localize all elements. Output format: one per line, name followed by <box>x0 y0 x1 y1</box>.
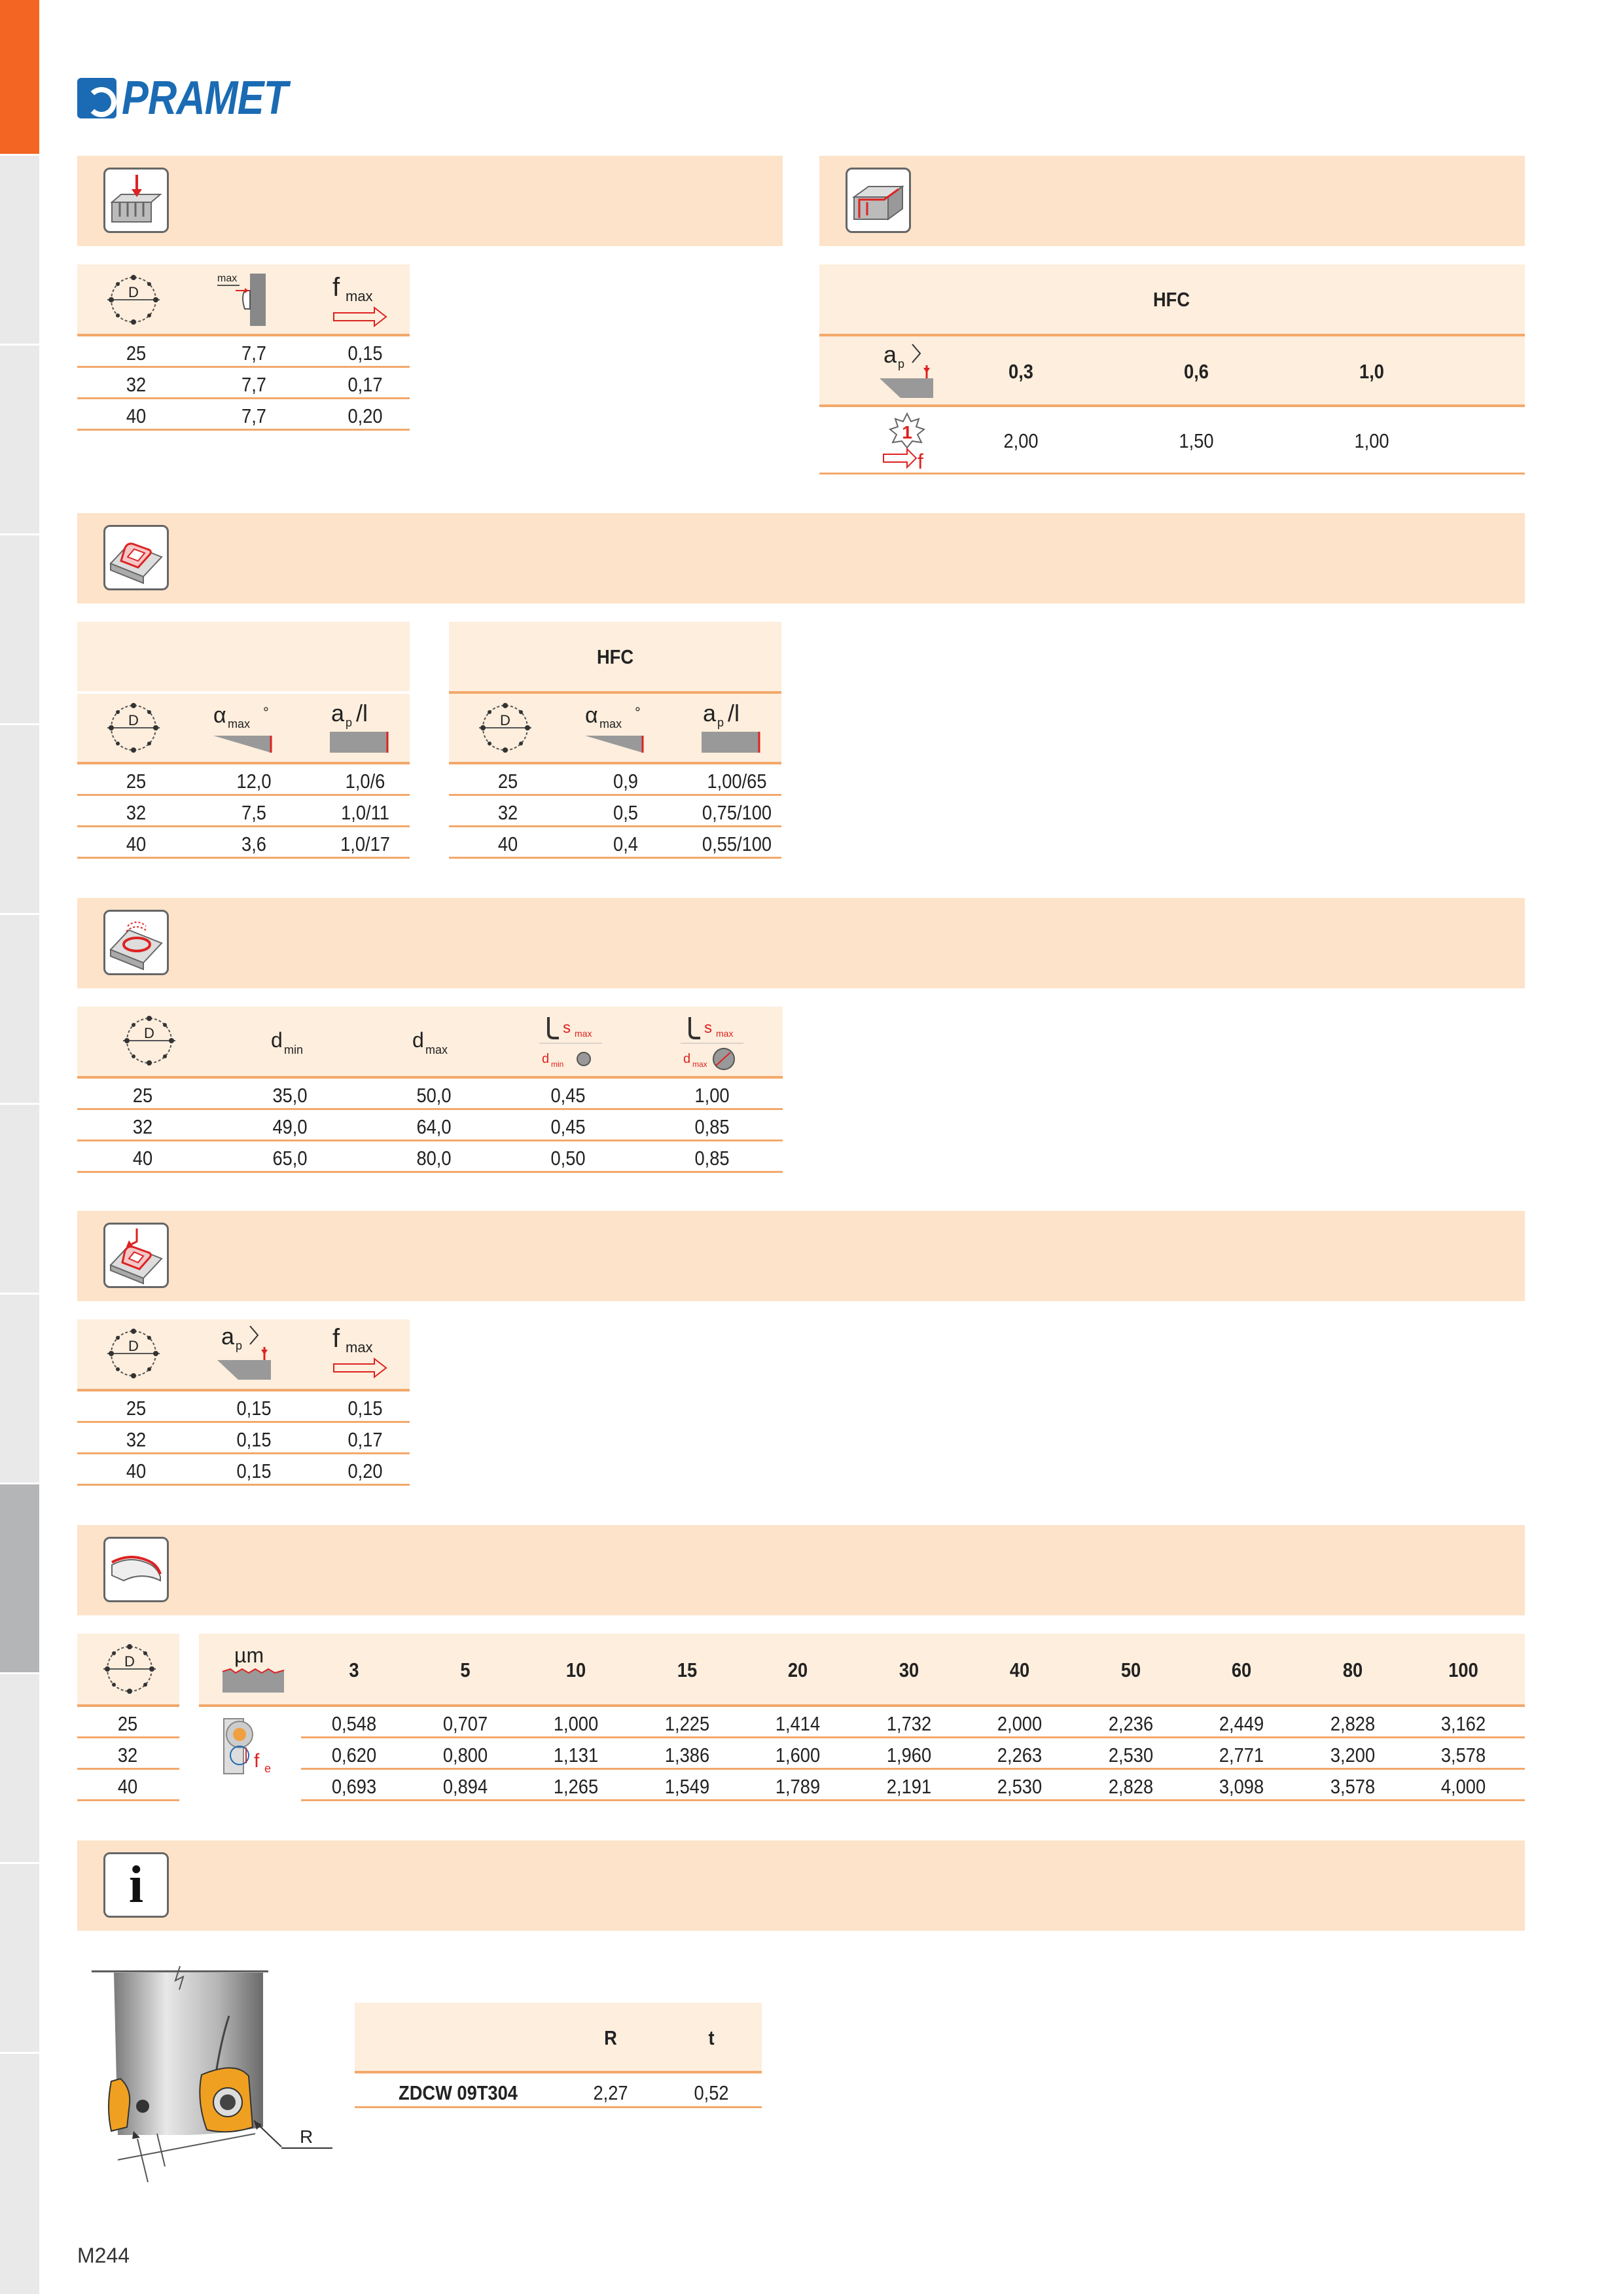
roughness-value: 1,131 <box>553 1744 599 1767</box>
ramping-row-cell: 0,17 <box>348 373 383 396</box>
helical-row-cell: 0,50 <box>550 1147 586 1170</box>
roughness-d-value: 25 <box>117 1712 138 1735</box>
sidebar-tab[interactable] <box>0 1295 39 1484</box>
svg-text:f: f <box>332 273 340 302</box>
brand-logo <box>77 72 317 124</box>
feed-per-tooth-icon <box>881 411 933 473</box>
smax-dmin-icon <box>539 1013 602 1072</box>
plunge-row-cell: 0,17 <box>348 1428 383 1451</box>
roughness-value: 0,800 <box>442 1744 488 1767</box>
depth-ap-icon <box>212 1321 275 1382</box>
hfc-ap-value: 1,0 <box>1359 360 1384 383</box>
helical-row-cell: 35,0 <box>272 1084 308 1107</box>
ramping-row-rule <box>77 366 410 368</box>
sidebar-tab[interactable] <box>0 1864 39 2054</box>
roughness-d-rule <box>77 1704 179 1707</box>
depth-length-icon <box>696 698 768 758</box>
sidebar-tab[interactable] <box>0 1674 39 1864</box>
roughness-column-header: 40 <box>1009 1659 1030 1681</box>
roughness-um-icon <box>221 1640 287 1699</box>
ramping-row-cell: 40 <box>126 404 147 427</box>
svg-text:p: p <box>236 1339 243 1352</box>
helical-row-rule <box>77 1108 783 1110</box>
ramp-left-row-cell: 32 <box>126 801 147 824</box>
ramp-left-row-cell: 3,6 <box>241 833 266 855</box>
roughness-value: 3,578 <box>1440 1744 1486 1767</box>
hfc-f-value: 1,50 <box>1179 429 1214 452</box>
roughness-column-header: 80 <box>1342 1659 1363 1681</box>
roughness-row-rule <box>301 1799 1525 1801</box>
ramping-row-cell: 7,7 <box>241 404 266 427</box>
roughness-value: 1,225 <box>664 1712 709 1735</box>
roughness-value: 2,191 <box>886 1775 931 1798</box>
sidebar-tabs <box>0 0 39 2296</box>
ramping-row-cell: 7,7 <box>241 373 266 396</box>
insert-r-value: 2,27 <box>593 2081 628 2104</box>
slot-plunge-icon <box>103 168 169 233</box>
plunge-row-rule <box>77 1421 410 1423</box>
max-depth-icon <box>216 271 268 327</box>
roughness-value: 0,620 <box>331 1744 377 1767</box>
diameter-d-icon <box>119 1011 179 1071</box>
helical-row-cell: 49,0 <box>272 1115 308 1138</box>
svg-text:max: max <box>228 717 251 730</box>
ramp-left-row-cell: 7,5 <box>241 801 266 824</box>
ramp-right-row-rule <box>449 825 781 827</box>
svg-text:d: d <box>683 1052 691 1066</box>
svg-text:max: max <box>425 1043 448 1056</box>
ramp-right-row-cell: 0,4 <box>613 833 638 855</box>
cutter-insert-diagram <box>92 1964 347 2186</box>
roughness-value: 2,828 <box>1108 1775 1153 1798</box>
dmax-label <box>410 1025 449 1064</box>
svg-text:d: d <box>271 1028 283 1052</box>
svg-text:/l: /l <box>728 700 740 726</box>
roughness-value: 2,530 <box>1108 1744 1153 1767</box>
ramp-left-row-cell: 40 <box>126 833 147 855</box>
dmin-label <box>268 1025 308 1064</box>
roughness-value: 1,000 <box>553 1712 599 1735</box>
ramp-left-header-rule <box>77 762 410 764</box>
roughness-value: 1,386 <box>664 1744 709 1767</box>
roughness-value: 2,263 <box>997 1744 1043 1767</box>
ramping-row-rule <box>77 429 410 431</box>
plunge-row-cell: 0,15 <box>236 1460 272 1482</box>
hfc-ap-value: 0,3 <box>1008 360 1033 383</box>
sidebar-tab[interactable] <box>0 346 39 535</box>
helical-row-cell: 0,85 <box>694 1115 730 1138</box>
feed-fe-icon <box>220 1715 285 1778</box>
helical-row-cell: 1,00 <box>694 1084 730 1107</box>
roughness-value: 3,098 <box>1219 1775 1264 1798</box>
roughness-value: 0,707 <box>442 1712 488 1735</box>
ramp-right-header-rule <box>449 762 781 764</box>
svg-text:a: a <box>221 1323 235 1350</box>
ramp-left-row-cell: 1,0/6 <box>345 770 385 793</box>
roughness-value: 0,548 <box>331 1712 377 1735</box>
logo-mark-icon <box>77 78 116 118</box>
roughness-column-header: 50 <box>1120 1659 1141 1681</box>
sidebar-tab[interactable] <box>0 725 39 915</box>
helical-row-cell: 0,45 <box>550 1084 586 1107</box>
svg-text:α: α <box>585 703 598 728</box>
plunge-row-cell: 0,15 <box>236 1428 272 1451</box>
ramp-left-row-cell: 12,0 <box>236 770 272 793</box>
svg-text:a: a <box>703 700 717 726</box>
ramp-left-row-cell: 1,0/17 <box>340 833 390 855</box>
sidebar-tab[interactable] <box>0 156 39 346</box>
roughness-column-header: 20 <box>787 1659 808 1681</box>
roughness-value: 2,828 <box>1330 1712 1375 1735</box>
helical-row-cell: 64,0 <box>416 1115 452 1138</box>
shoulder-milling-icon <box>846 168 911 233</box>
svg-text:°: ° <box>263 704 269 721</box>
ramp-left-row-cell: 1,0/11 <box>341 801 389 824</box>
roughness-column-header: 30 <box>899 1659 919 1681</box>
roughness-value: 4,000 <box>1440 1775 1486 1798</box>
svg-text:D: D <box>144 1025 154 1041</box>
ramp-right-row-cell: 0,75/100 <box>702 801 772 824</box>
svg-text:p: p <box>898 357 905 370</box>
plunge-header-rule <box>77 1389 410 1391</box>
insert-header-r: R <box>604 2026 617 2049</box>
ramp-right-row-cell: 40 <box>497 833 518 855</box>
svg-text:f: f <box>332 1324 340 1353</box>
helical-row-rule <box>77 1171 783 1173</box>
section-band-slotting <box>77 156 783 246</box>
sidebar-tab[interactable] <box>0 1105 39 1295</box>
roughness-value: 2,236 <box>1108 1712 1153 1735</box>
ramp-right-row-cell: 0,55/100 <box>702 833 772 855</box>
svg-text:max: max <box>346 288 373 304</box>
ramp-left-row-rule <box>77 825 410 827</box>
roughness-value: 2,000 <box>997 1712 1043 1735</box>
ramp-left-row-cell: 25 <box>126 770 147 793</box>
diameter-d-icon <box>103 1323 164 1384</box>
roughness-value: 3,200 <box>1330 1744 1375 1767</box>
roughness-column-header: 10 <box>565 1659 586 1681</box>
roughness-row-rule <box>301 1736 1525 1738</box>
roughness-value: 2,530 <box>997 1775 1043 1798</box>
diameter-d-icon <box>103 698 164 758</box>
roughness-value: 0,693 <box>331 1775 377 1798</box>
svg-text:D: D <box>500 712 510 728</box>
ramp-right-row-rule <box>449 857 781 859</box>
ramping-row-cell: 0,20 <box>348 404 383 427</box>
roughness-d-value: 40 <box>117 1775 138 1798</box>
roughness-value: 1,549 <box>664 1775 709 1798</box>
insert-row-rule <box>355 2106 762 2108</box>
ramp-right-row-rule <box>449 794 781 796</box>
svg-text:a: a <box>331 700 345 726</box>
roughness-value: 1,732 <box>886 1712 931 1735</box>
ramping-row-cell: 0,15 <box>348 342 383 365</box>
svg-text:D: D <box>128 712 139 728</box>
hfc-f-value: 1,00 <box>1354 429 1389 452</box>
svg-text:d: d <box>412 1028 424 1052</box>
roughness-column-header: 5 <box>459 1659 471 1681</box>
roughness-row-rule <box>301 1768 1525 1770</box>
feed-max-icon <box>331 270 390 329</box>
svg-text:s: s <box>704 1019 712 1037</box>
ramp-right-row-cell: 1,00/65 <box>707 770 767 793</box>
svg-text:a: a <box>883 341 897 368</box>
feed-max-icon <box>331 1321 390 1382</box>
svg-text:°: ° <box>635 704 641 721</box>
smax-dmax-icon <box>681 1013 743 1072</box>
info-icon <box>103 1852 169 1918</box>
plunge-row-cell: 25 <box>126 1397 147 1420</box>
helical-interpolation-icon <box>103 910 169 975</box>
sidebar-tab[interactable] <box>0 915 39 1105</box>
sidebar-tab[interactable] <box>0 535 39 725</box>
ramping-row-cell: 32 <box>126 373 147 396</box>
sidebar-tab-current[interactable] <box>0 1484 39 1674</box>
insert-code: ZDCW 09T304 <box>399 2081 518 2104</box>
alpha-max-icon <box>208 698 280 758</box>
ramp-left-row-rule <box>77 794 410 796</box>
diameter-d-icon <box>103 270 164 330</box>
svg-text:/l: /l <box>356 700 368 726</box>
helical-row-cell: 0,45 <box>550 1115 586 1138</box>
ramp-right-row-cell: 0,5 <box>613 801 638 824</box>
ramp-left-row-rule <box>77 857 410 859</box>
roughness-value: 1,960 <box>886 1744 931 1767</box>
plunge-row-cell: 40 <box>126 1460 147 1482</box>
svg-text:d: d <box>542 1052 550 1066</box>
depth-length-icon <box>325 698 397 758</box>
helical-row-rule <box>77 1139 783 1141</box>
ramp-right-row-cell: 25 <box>497 770 518 793</box>
roughness-value: 1,600 <box>775 1744 821 1767</box>
hfc-f-value: 2,00 <box>1003 429 1039 452</box>
roughness-value: 2,771 <box>1219 1744 1264 1767</box>
section-band-plunge <box>77 1211 1525 1301</box>
svg-text:max: max <box>217 273 238 284</box>
svg-text:f: f <box>918 450 923 473</box>
svg-text:D: D <box>128 1338 139 1354</box>
helical-row-cell: 50,0 <box>416 1084 452 1107</box>
svg-text:D: D <box>128 284 139 300</box>
svg-text:p: p <box>717 716 724 729</box>
svg-text:R: R <box>300 2126 313 2147</box>
ramping-header-rule <box>77 334 410 336</box>
roughness-column-header: 100 <box>1448 1659 1478 1681</box>
section-band-info <box>77 1840 1525 1931</box>
hfc-ap-rule <box>819 404 1525 407</box>
roughness-value: 2,449 <box>1219 1712 1264 1735</box>
plunge-row-rule <box>77 1452 410 1454</box>
plunge-row-rule <box>77 1484 410 1486</box>
roughness-value: 1,414 <box>775 1712 821 1735</box>
brand-wordmark: PRAMET <box>122 72 288 124</box>
roughness-column-header: 15 <box>677 1659 697 1681</box>
ramp-right-row-cell: 32 <box>497 801 518 824</box>
sidebar-tab[interactable] <box>0 2054 39 2296</box>
roughness-value: 1,789 <box>775 1775 821 1798</box>
svg-text:max: max <box>346 1339 373 1355</box>
svg-text:s: s <box>563 1019 571 1037</box>
diameter-d-icon <box>99 1639 160 1699</box>
svg-text:f: f <box>254 1750 260 1772</box>
svg-text:max: max <box>599 717 622 730</box>
insert-t-value: 0,52 <box>694 2081 729 2104</box>
roughness-d-value: 32 <box>117 1744 138 1767</box>
helical-row-cell: 32 <box>132 1115 153 1138</box>
roughness-value: 0,894 <box>442 1775 488 1798</box>
helical-row-cell: 25 <box>132 1084 153 1107</box>
roughness-d-row-rule <box>77 1768 179 1770</box>
ramping-row-cell: 25 <box>126 342 147 365</box>
section-band-surface <box>77 1525 1525 1615</box>
svg-text:max: max <box>575 1028 592 1039</box>
page-number: M244 <box>77 2244 130 2267</box>
alpha-max-icon <box>580 698 652 758</box>
section-band-shoulder <box>819 156 1525 246</box>
ramp-milling-icon <box>103 525 169 590</box>
roughness-values-rule <box>199 1704 1525 1707</box>
svg-text:µm: µm <box>234 1643 264 1667</box>
svg-text:e: e <box>264 1762 272 1775</box>
roughness-column-header: 60 <box>1231 1659 1252 1681</box>
svg-text:α: α <box>213 703 226 728</box>
ramping-row-rule <box>77 397 410 399</box>
depth-ap-icon <box>874 339 937 401</box>
ramp-right-row-cell: 0,9 <box>613 770 638 793</box>
roughness-column-header: 3 <box>349 1659 359 1681</box>
svg-text:min: min <box>551 1060 564 1069</box>
svg-text:1: 1 <box>902 422 912 442</box>
svg-text:max: max <box>716 1028 734 1039</box>
roughness-d-row-rule <box>77 1736 179 1738</box>
info-glyph: i <box>128 1856 144 1914</box>
svg-text:min: min <box>284 1043 304 1056</box>
helical-row-cell: 40 <box>132 1147 153 1170</box>
ramp-right-title: HFC <box>596 645 634 668</box>
hfc-f-rule <box>819 473 1525 475</box>
svg-text:max: max <box>692 1060 707 1069</box>
plunge-row-cell: 0,15 <box>236 1397 272 1420</box>
roughness-value: 3,578 <box>1330 1775 1375 1798</box>
svg-text:D: D <box>124 1653 135 1670</box>
helical-row-cell: 65,0 <box>272 1147 308 1170</box>
roughness-value: 1,265 <box>553 1775 599 1798</box>
helical-header-rule <box>77 1076 783 1079</box>
ramp-left-title-row <box>77 622 410 691</box>
roughness-d-row-rule <box>77 1799 179 1801</box>
hfc-title: HFC <box>1152 288 1190 311</box>
helical-row-cell: 0,85 <box>694 1147 730 1170</box>
plunge-milling-icon <box>103 1223 169 1288</box>
ramping-row-cell: 7,7 <box>241 342 266 365</box>
diameter-d-icon <box>475 698 535 758</box>
surface-profile-icon <box>103 1537 169 1602</box>
section-band-ramping <box>77 513 1525 603</box>
helical-row-cell: 80,0 <box>416 1147 452 1170</box>
svg-text:p: p <box>346 716 353 729</box>
insert-header-t: t <box>708 2026 715 2049</box>
plunge-row-cell: 0,20 <box>348 1460 383 1482</box>
hfc-ap-value: 0,6 <box>1184 360 1209 383</box>
sidebar-tab-active[interactable] <box>0 0 39 156</box>
section-band-helical <box>77 898 1525 988</box>
insert-header-rule <box>355 2071 762 2073</box>
plunge-row-cell: 0,15 <box>348 1397 383 1420</box>
plunge-row-cell: 32 <box>126 1428 147 1451</box>
roughness-value: 3,162 <box>1440 1712 1486 1735</box>
